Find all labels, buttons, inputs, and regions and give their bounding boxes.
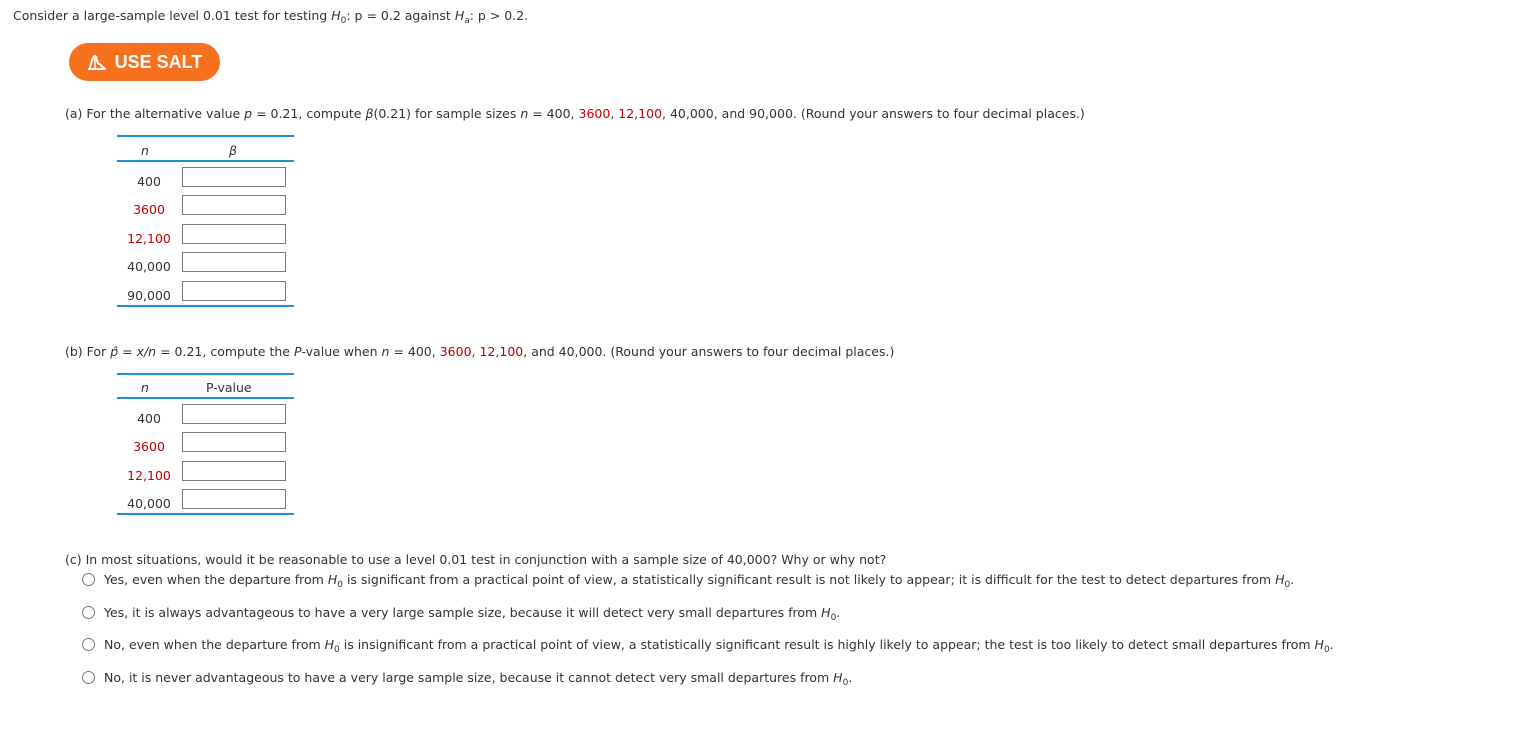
table-n-value: 3600 xyxy=(133,439,165,454)
option-text: Yes, even when the departure from $H_0$ is significant from a practical point of view, a statistically significant result is not likely to appear; it is difficult for the test to detect departures from $H_0$. xyxy=(104,572,1295,590)
p-value-input-400[interactable] xyxy=(182,404,286,424)
part-a-prompt: (a) For the alternative value p = 0.21, compute β(0.21) for sample sizes n = 400, 3600, 12,100, 40,000, and 90,000. (Round your answers to four decimal places.) xyxy=(65,106,1085,121)
beta-input-12100[interactable] xyxy=(182,224,286,244)
table-bottom-rule xyxy=(117,513,294,515)
radio-option-2[interactable] xyxy=(82,605,841,623)
radio-button[interactable] xyxy=(82,671,95,684)
radio-option-3[interactable] xyxy=(82,637,1334,655)
table-n-value: 400 xyxy=(137,411,161,426)
table-top-rule xyxy=(117,373,294,375)
p-value-input-12100[interactable] xyxy=(182,461,286,481)
salt-label: USE SALT xyxy=(114,51,203,72)
table-n-value: 3600 xyxy=(133,202,165,217)
part-b-prompt: (b) For p̂ = x/n = 0.21, compute the P-value when n = 400, 3600, 12,100, and 40,000. (Round your answers to four decimal places.) xyxy=(65,344,895,359)
part-c-question: (c) In most situations, would it be reasonable to use a level 0.01 test in conjunction with a sample size of 40,000? Why or why not? xyxy=(65,552,887,567)
table-n-value: 12,100 xyxy=(127,231,171,246)
use-salt-button[interactable] xyxy=(69,43,220,81)
table-top-rule xyxy=(117,135,294,137)
radio-button[interactable] xyxy=(82,573,95,586)
radio-option-4[interactable] xyxy=(82,670,853,688)
column-header-n: n xyxy=(141,380,149,395)
radio-option-1[interactable] xyxy=(82,572,1295,590)
p-value-input-3600[interactable] xyxy=(182,432,286,452)
beta-input-40000[interactable] xyxy=(182,252,286,272)
radio-button[interactable] xyxy=(82,638,95,651)
p-value-input-40000[interactable] xyxy=(182,489,286,509)
option-text: No, even when the departure from $H_0$ is insignificant from a practical point of view, a statistically significant result is highly likely to appear; the test is too likely to detect small departures from $H_0$. xyxy=(104,637,1334,655)
option-text: No, it is never advantageous to have a very large sample size, because it cannot detect very small departures from $H_0$. xyxy=(104,670,853,688)
beta-input-3600[interactable] xyxy=(182,195,286,215)
part-a-table xyxy=(117,135,294,308)
column-header-n: n xyxy=(141,143,149,158)
table-n-value: 40,000 xyxy=(127,259,171,274)
option-text: Yes, it is always advantageous to have a very large sample size, because it will detect very small departures from $H_0$. xyxy=(104,605,841,623)
problem-intro: Consider a large-sample level 0.01 test for testing $H_0$: p = 0.2 against $H_a$: p > 0.2. xyxy=(13,8,529,26)
salt-chart-icon xyxy=(87,53,107,71)
table-header-rule xyxy=(117,397,294,399)
beta-input-400[interactable] xyxy=(182,167,286,187)
table-header-rule xyxy=(117,160,294,162)
table-bottom-rule xyxy=(117,305,294,307)
radio-button[interactable] xyxy=(82,606,95,619)
column-header-beta: β xyxy=(229,143,237,158)
part-b-table xyxy=(117,373,294,518)
column-header-p-value: P-value xyxy=(206,380,252,395)
table-n-value: 400 xyxy=(137,174,161,189)
beta-input-90000[interactable] xyxy=(182,281,286,301)
table-n-value: 12,100 xyxy=(127,468,171,483)
table-n-value: 90,000 xyxy=(127,288,171,303)
table-n-value: 40,000 xyxy=(127,496,171,511)
